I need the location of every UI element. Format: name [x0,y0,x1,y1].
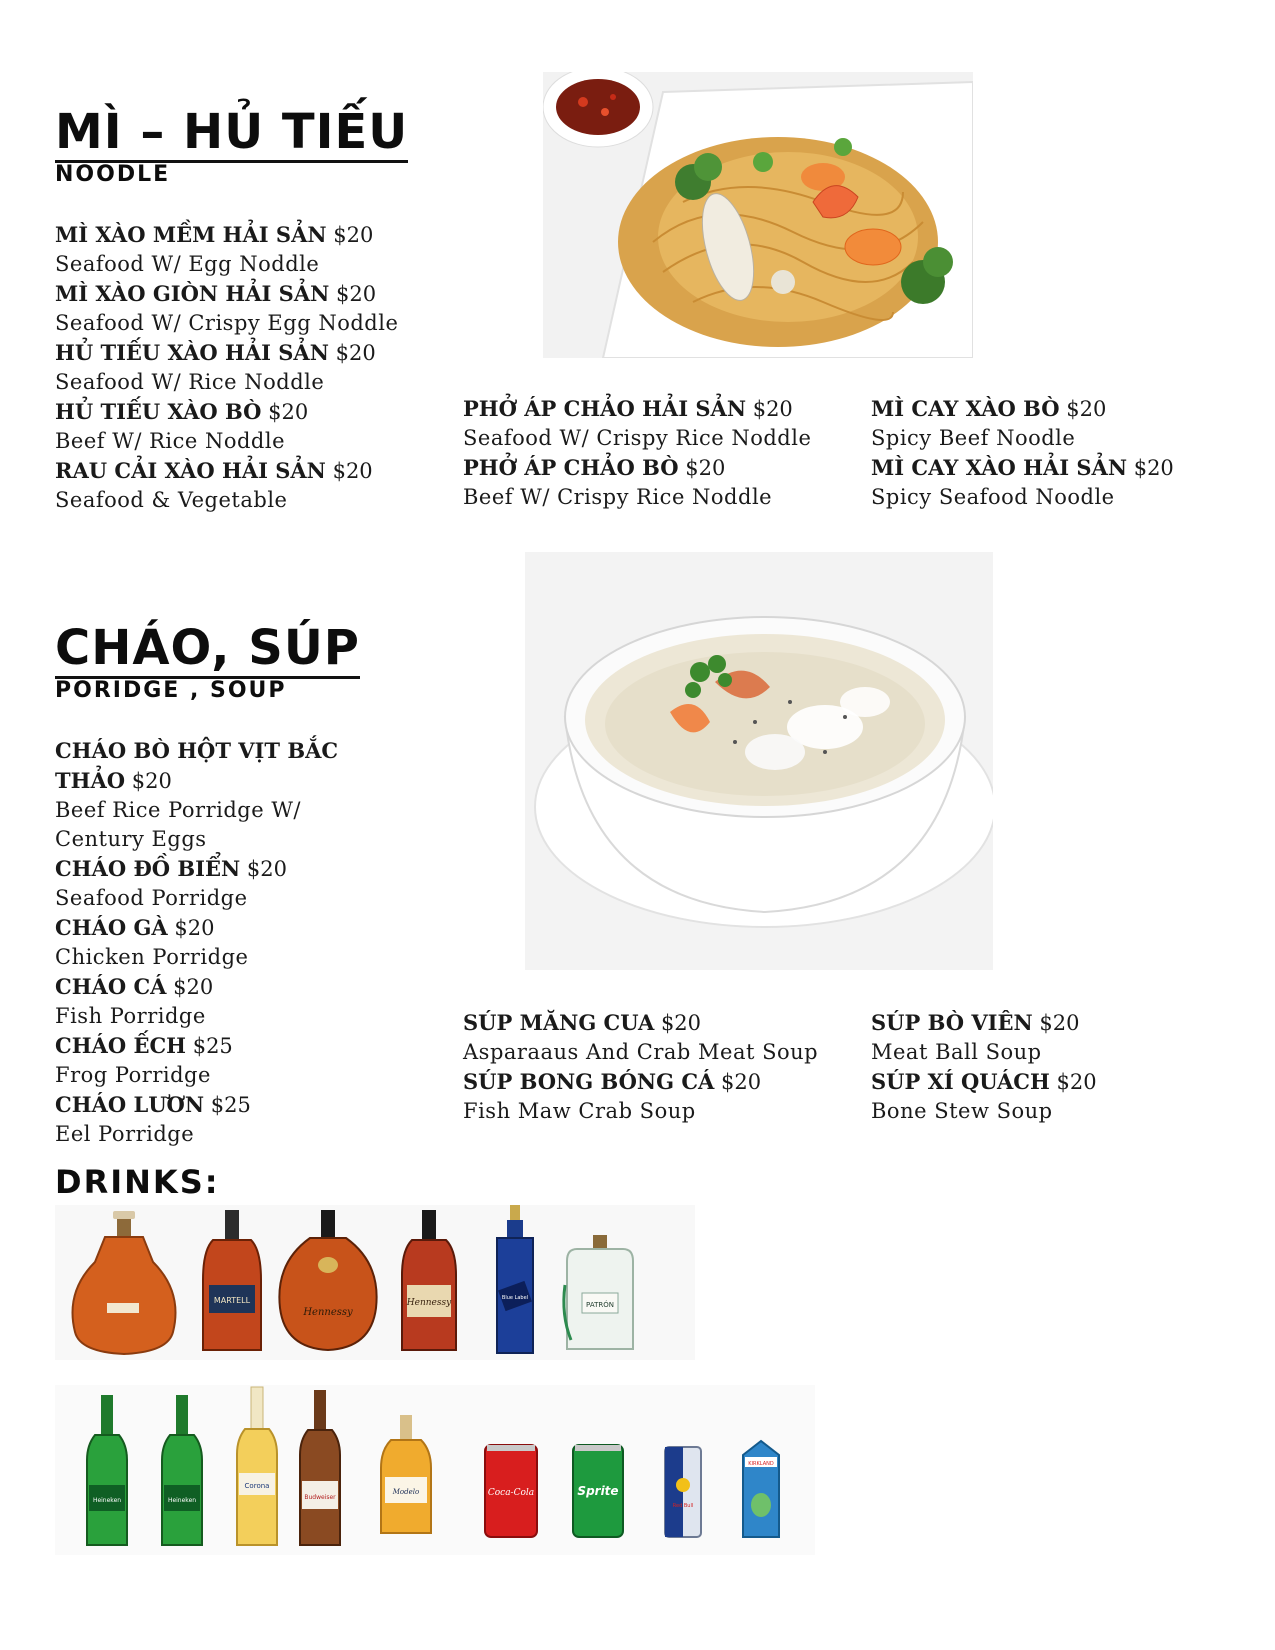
noodle-menu-column-1 [55,220,435,515]
dish-description: Spicy Seafood Noodle [871,485,1115,509]
coca-cola-can-icon [485,1445,537,1537]
dish-description: Seafood Porridge [55,886,248,910]
dish-description: Seafood W/ Crispy Egg Noddle [55,311,399,335]
menu-item [55,456,435,515]
dish-name: MÌ CAY XÀO BÒ [871,396,1060,421]
dish-description: Bone Stew Soup [871,1099,1053,1123]
corona-label: Corona [244,1482,270,1490]
dish-description: Fish Porridge [55,1004,206,1028]
heineken-label: Heineken [92,1497,122,1504]
menu-item [463,394,843,453]
dish-description: Meat Ball Soup [871,1040,1042,1064]
porridge-menu-column-1 [55,736,385,1149]
hennessy-vsop-bottle-icon [402,1210,456,1350]
noodle-dish-photo [543,72,973,358]
dish-name: CHÁO ẾCH [55,1033,187,1058]
menu-item [463,1008,843,1067]
dish-price: $20 [332,459,373,483]
dish-description: Beef W/ Rice Noddle [55,429,286,453]
dish-name: MÌ CAY XÀO HẢI SẢN [871,455,1128,480]
cognac-decanter-icon [73,1211,176,1354]
dish-name: CHÁO LƯƠN [55,1092,205,1117]
martell-label: MARTELL [213,1296,251,1305]
sprite-label: Sprite [577,1484,619,1498]
porridge-section-title: CHÁO, SÚP [55,624,360,679]
dish-price: $25 [192,1034,233,1058]
red-bull-can-icon [665,1447,701,1537]
dish-price: $20 [721,1070,762,1094]
dish-name: MÌ XÀO GIÒN HẢI SẢN [55,281,330,306]
coconut-water-carton-icon [743,1441,779,1537]
patron-label: PATRÓN [586,1301,614,1309]
menu-item [55,972,385,1031]
drinks-section-title: DRINKS: [55,1163,220,1201]
red-bull-label: Red Bull [672,1503,694,1509]
dish-description: Seafood & Vegetable [55,488,288,512]
dish-description: Fish Maw Crab Soup [463,1099,696,1123]
noodle-section-title: MÌ – HỦ TIẾU [55,108,408,163]
dish-price: $20 [246,857,287,881]
dish-name: PHỞ ÁP CHẢO BÒ [463,455,679,480]
dish-price: $20 [131,769,172,793]
heineken-label: Heineken [167,1497,197,1504]
dish-price: $20 [336,282,377,306]
dish-name: CHÁO CÁ [55,974,167,999]
menu-item [55,397,435,456]
menu-item [871,1067,1251,1126]
dish-name: SÚP BÒ VIÊN [871,1010,1033,1035]
dish-price: $20 [335,341,376,365]
noodle-section-subtitle: NOODLE [55,162,171,187]
dish-name: CHÁO GÀ [55,915,168,940]
modelo-label: Modelo [392,1488,420,1496]
budweiser-bottle-icon [300,1390,340,1545]
hennessy-xo-bottle-icon [279,1210,376,1350]
hennessy-vsop-label: Hennessy [406,1298,452,1308]
dish-description: Frog Porridge [55,1063,211,1087]
dish-name: SÚP XÍ QUÁCH [871,1069,1050,1094]
dish-name: CHÁO ĐỒ BIỂN [55,856,241,881]
menu-item [55,854,385,913]
dish-description: Eel Porridge [55,1122,195,1146]
menu-item [871,453,1261,512]
dish-description: Beef W/ Crispy Rice Noddle [463,485,773,509]
heineken-bottle-icon [162,1395,202,1545]
dish-name: SÚP BONG BÓNG CÁ [463,1069,715,1094]
martell-bottle-icon [203,1210,261,1350]
porridge-menu-column-2 [463,1008,843,1126]
dish-price: $20 [173,975,214,999]
hennessy-xo-label: Hennessy [303,1307,353,1318]
porridge-section-subtitle: PORIDGE , SOUP [55,678,287,703]
dish-name: CHÁO BÒ HỘT VỊT BẮC THẢO [55,738,339,793]
dish-description: Seafood W/ Rice Noddle [55,370,325,394]
dish-name: HỦ TIẾU XÀO HẢI SẢN [55,340,329,365]
menu-item [55,338,435,397]
dish-name: SÚP MĂNG CUA [463,1010,655,1035]
dish-price: $20 [268,400,309,424]
heineken-bottle-icon [87,1395,127,1545]
dish-price: $20 [174,916,215,940]
menu-item [55,1090,385,1149]
noodle-menu-column-2 [463,394,843,512]
menu-item [871,394,1261,453]
beer-soft-drinks-strip [55,1385,815,1555]
blue-label-text: Blue Label [501,1295,529,1301]
kirkland-label: KIRKLAND [748,1461,774,1467]
liquor-bottles-strip [55,1205,695,1360]
menu-item [55,220,435,279]
dish-description: Seafood W/ Crispy Rice Noddle [463,426,812,450]
dish-description: Beef Rice Porridge W/ Century Eggs [55,798,301,851]
menu-item [55,1031,385,1090]
blue-label-bottle-icon [497,1205,533,1353]
dish-name: RAU CẢI XÀO HẢI SẢN [55,458,326,483]
noodle-menu-column-3 [871,394,1261,512]
dish-price: $20 [660,1011,702,1035]
menu-item [55,913,385,972]
dish-price: $25 [210,1093,251,1117]
menu-item [463,1067,843,1126]
dish-description: Chicken Porridge [55,945,249,969]
menu-item [55,279,435,338]
dish-price: $20 [333,223,374,247]
dish-price: $20 [1066,397,1107,421]
budweiser-label: Budweiser [304,1494,336,1501]
dish-price: $20 [685,456,726,480]
soup-dish-photo [525,552,993,970]
dish-description: Asparaaus And Crab Meat Soup [463,1040,819,1064]
dish-price: $20 [1039,1011,1080,1035]
sprite-can-icon [573,1445,623,1537]
coca-cola-label: Coca-Cola [487,1488,535,1498]
menu-item [55,736,385,854]
dish-name: PHỞ ÁP CHẢO HẢI SẢN [463,396,747,421]
modelo-bottle-icon [381,1415,431,1533]
menu-item [871,1008,1251,1067]
dish-price: $20 [752,397,793,421]
patron-bottle-icon [564,1235,633,1349]
dish-name: MÌ XÀO MỀM HẢI SẢN [55,222,327,247]
menu-item [463,453,843,512]
dish-description: Spicy Beef Noodle [871,426,1076,450]
dish-name: HỦ TIẾU XÀO BÒ [55,399,262,424]
corona-bottle-icon [237,1387,277,1545]
dish-description: Seafood W/ Egg Noddle [55,252,320,276]
dish-price: $20 [1133,456,1174,480]
porridge-menu-column-3 [871,1008,1251,1126]
dish-price: $20 [1056,1070,1097,1094]
